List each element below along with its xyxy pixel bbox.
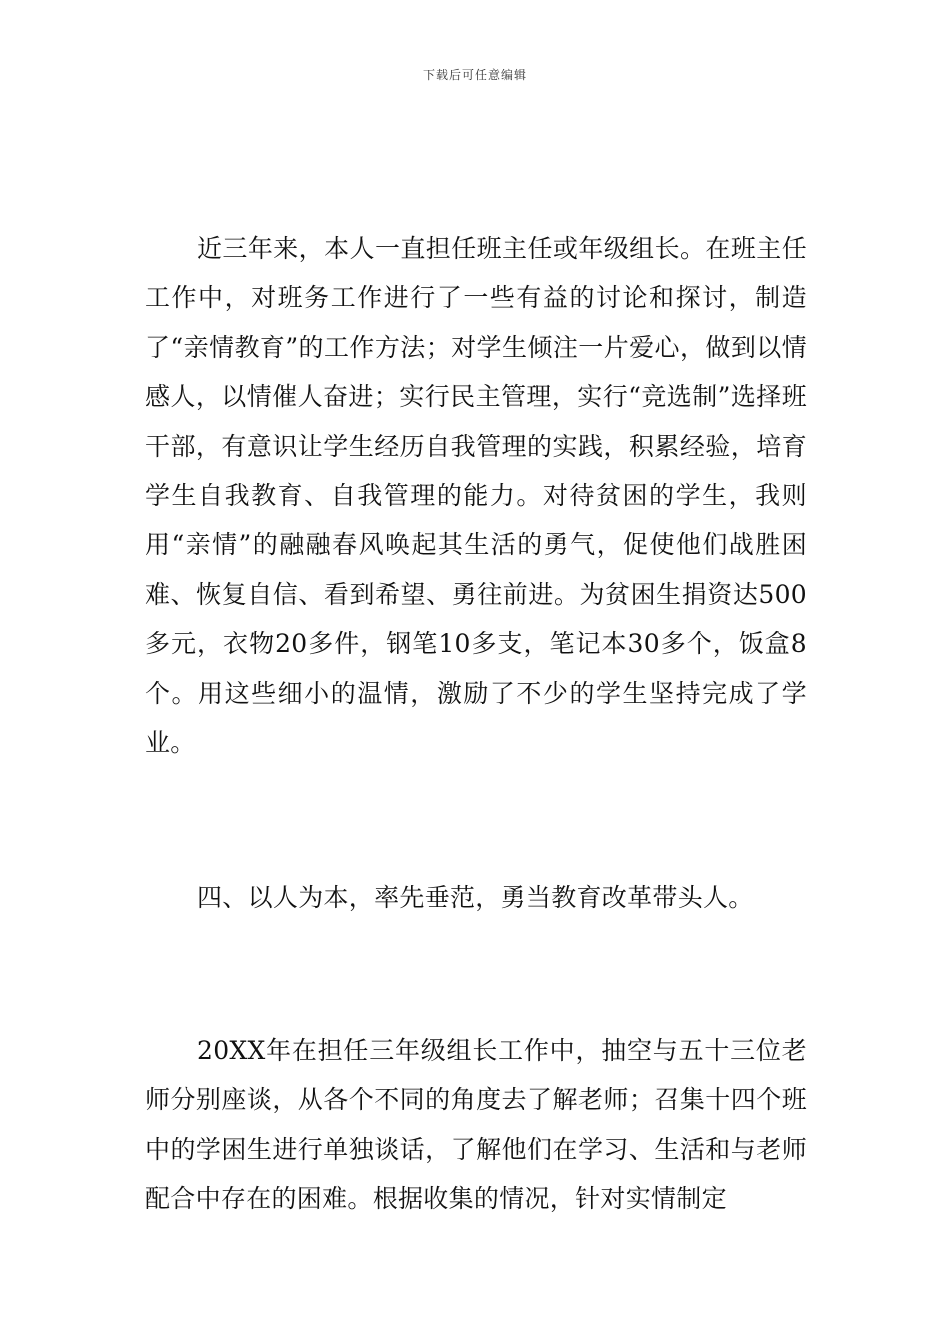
section-heading-education-reform: 四、以人为本，率先垂范，勇当教育改革带头人。 (197, 883, 754, 912)
body-paragraph-class-teacher-work: 近三年来，本人一直担任班主任或年级组长。在班主任工作中，对班务工作进行了一些有益的讨论和探讨，制造了“亲情教育”的工作方法；对学生倾注一片爱心，做到以情感人，以情催人奋进；实行民主管理，实行“竞选制”选择班干部，有意识让学生经历自我管理的实践，积累经验，培育学生自我教育、自我管理的能力。对待贫困的学生，我则用“亲情”的融融春风唤起其生活的勇气，促使他们战胜困难、恢复自信、看到希望、勇往前进。为贫困生捐资达500多元，衣物20多件，钢笔10多支，笔记本30多个，饭盒8个。用这些细小的温情，激励了不少的学生坚持完成了学业。 (145, 234, 807, 758)
body-paragraph-grade-leader-work: 20XX年在担任三年级组长工作中，抽空与五十三位老师分别座谈，从各个不同的角度去了解老师；召集十四个班中的学困生进行单独谈话，了解他们在学习、生活和与老师配合中存在的困难。根据收集的情况，针对实情制定 (145, 1036, 807, 1214)
page-header: 下载后可任意编辑 (422, 68, 527, 82)
